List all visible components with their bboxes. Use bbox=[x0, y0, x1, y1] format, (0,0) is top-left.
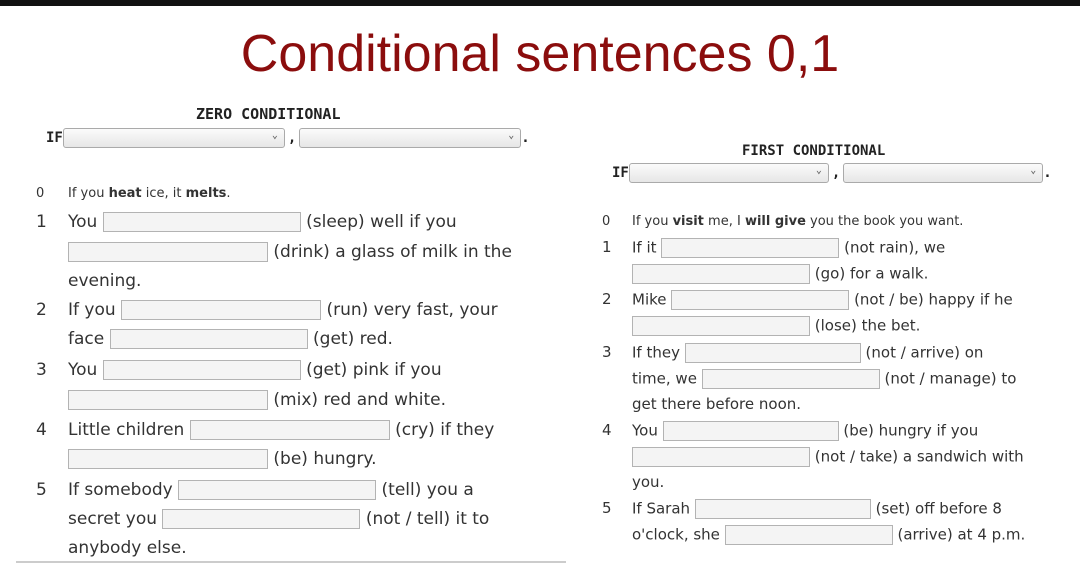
first-item-5-line-1: If Sarah (set) off before 8 bbox=[632, 499, 1002, 518]
answer-input[interactable] bbox=[632, 264, 810, 284]
zero-if-row bbox=[46, 128, 530, 148]
answer-input[interactable] bbox=[68, 390, 268, 410]
answer-input[interactable] bbox=[695, 499, 871, 519]
first-item-3-line-2: time, we (not / manage) to bbox=[632, 369, 1017, 388]
zero-item-2-line-2: face (get) red. bbox=[68, 329, 393, 349]
first-example-sentence: If you visit me, I will give you the book you want. bbox=[632, 214, 964, 229]
chevron-down-icon: ⌄ bbox=[1030, 165, 1037, 176]
answer-input[interactable] bbox=[68, 449, 268, 469]
first-heading: FIRST CONDITIONAL bbox=[742, 143, 886, 159]
zero-item-3-line-1: You (get) pink if you bbox=[68, 360, 442, 380]
first-item-2-line-2: (lose) the bet. bbox=[632, 316, 920, 336]
first-item-3-line-3: get there before noon. bbox=[632, 395, 802, 413]
answer-input[interactable] bbox=[663, 421, 839, 441]
zero-item-1-line-2: (drink) a glass of milk in the bbox=[68, 242, 512, 262]
answer-input[interactable] bbox=[632, 316, 810, 336]
answer-input[interactable] bbox=[190, 420, 390, 440]
answer-input[interactable] bbox=[661, 238, 839, 258]
first-period: . bbox=[1043, 165, 1052, 181]
page-title: Conditional sentences 0,1 bbox=[240, 25, 840, 83]
first-item-4-number: 4 bbox=[602, 421, 612, 439]
first-item-2-number: 2 bbox=[602, 290, 612, 308]
first-if-label: IF bbox=[612, 165, 629, 181]
first-item-1-line-2: (go) for a walk. bbox=[632, 264, 928, 284]
zero-item-4-number: 4 bbox=[36, 420, 47, 440]
zero-item-5-line-3: anybody else. bbox=[68, 538, 187, 558]
answer-input[interactable] bbox=[632, 447, 810, 467]
answer-input[interactable] bbox=[110, 329, 308, 349]
answer-input[interactable] bbox=[162, 509, 360, 529]
zero-item-3-line-2: (mix) red and white. bbox=[68, 390, 446, 410]
zero-item-5-number: 5 bbox=[36, 480, 47, 500]
first-item-3-line-1: If they (not / arrive) on bbox=[632, 343, 984, 362]
zero-item-2-line-1: If you (run) very fast, your bbox=[68, 300, 498, 320]
first-item-1-line-1: If it (not rain), we bbox=[632, 238, 946, 257]
first-if-row bbox=[612, 163, 1052, 183]
chevron-down-icon: ⌄ bbox=[815, 165, 822, 176]
zero-item-1-number: 1 bbox=[36, 212, 47, 232]
first-item-2-line-1: Mike (not / be) happy if he bbox=[632, 290, 1013, 309]
first-item-4-line-1: You (be) hungry if you bbox=[632, 421, 979, 440]
zero-example-sentence: If you heat ice, it melts. bbox=[68, 186, 231, 201]
first-item-5-line-2: o'clock, she (arrive) at 4 p.m. bbox=[632, 525, 1026, 544]
answer-input[interactable] bbox=[68, 242, 268, 262]
zero-if-clause-select[interactable] bbox=[63, 128, 285, 148]
zero-if-label: IF bbox=[46, 130, 63, 146]
zero-item-1-line-3: evening. bbox=[68, 271, 142, 291]
zero-item-2-number: 2 bbox=[36, 300, 47, 320]
first-item-4-line-3: you. bbox=[632, 473, 665, 491]
zero-item-4-line-2: (be) hungry. bbox=[68, 449, 376, 469]
answer-input[interactable] bbox=[685, 343, 861, 363]
zero-item-1-line-1: You (sleep) well if you bbox=[68, 212, 457, 232]
answer-input[interactable] bbox=[103, 360, 301, 380]
first-main-clause-select[interactable] bbox=[843, 163, 1043, 183]
zero-item-4-line-1: Little children (cry) if they bbox=[68, 420, 495, 440]
answer-input[interactable] bbox=[725, 525, 893, 545]
first-item-5-number: 5 bbox=[602, 499, 612, 517]
zero-example-number: 0 bbox=[36, 186, 45, 201]
zero-item-5-line-2: secret you (not / tell) it to bbox=[68, 509, 490, 529]
first-comma: , bbox=[831, 165, 841, 181]
zero-main-clause-select[interactable] bbox=[299, 128, 521, 148]
answer-input[interactable] bbox=[103, 212, 301, 232]
answer-input[interactable] bbox=[702, 369, 880, 389]
first-item-4-line-2: (not / take) a sandwich with bbox=[632, 447, 1024, 467]
first-item-3-number: 3 bbox=[602, 343, 612, 361]
zero-item-5-line-1: If somebody (tell) you a bbox=[68, 480, 474, 500]
first-item-1-number: 1 bbox=[602, 238, 612, 256]
zero-comma: , bbox=[287, 130, 297, 146]
divider bbox=[16, 561, 566, 563]
answer-input[interactable] bbox=[178, 480, 376, 500]
first-if-clause-select[interactable] bbox=[629, 163, 829, 183]
chevron-down-icon: ⌄ bbox=[508, 130, 515, 141]
zero-item-3-number: 3 bbox=[36, 360, 47, 380]
answer-input[interactable] bbox=[671, 290, 849, 310]
chevron-down-icon: ⌄ bbox=[271, 130, 278, 141]
top-border bbox=[0, 0, 1080, 6]
zero-heading: ZERO CONDITIONAL bbox=[196, 105, 341, 123]
first-example-number: 0 bbox=[602, 214, 611, 229]
answer-input[interactable] bbox=[121, 300, 321, 320]
zero-period: . bbox=[521, 130, 530, 146]
